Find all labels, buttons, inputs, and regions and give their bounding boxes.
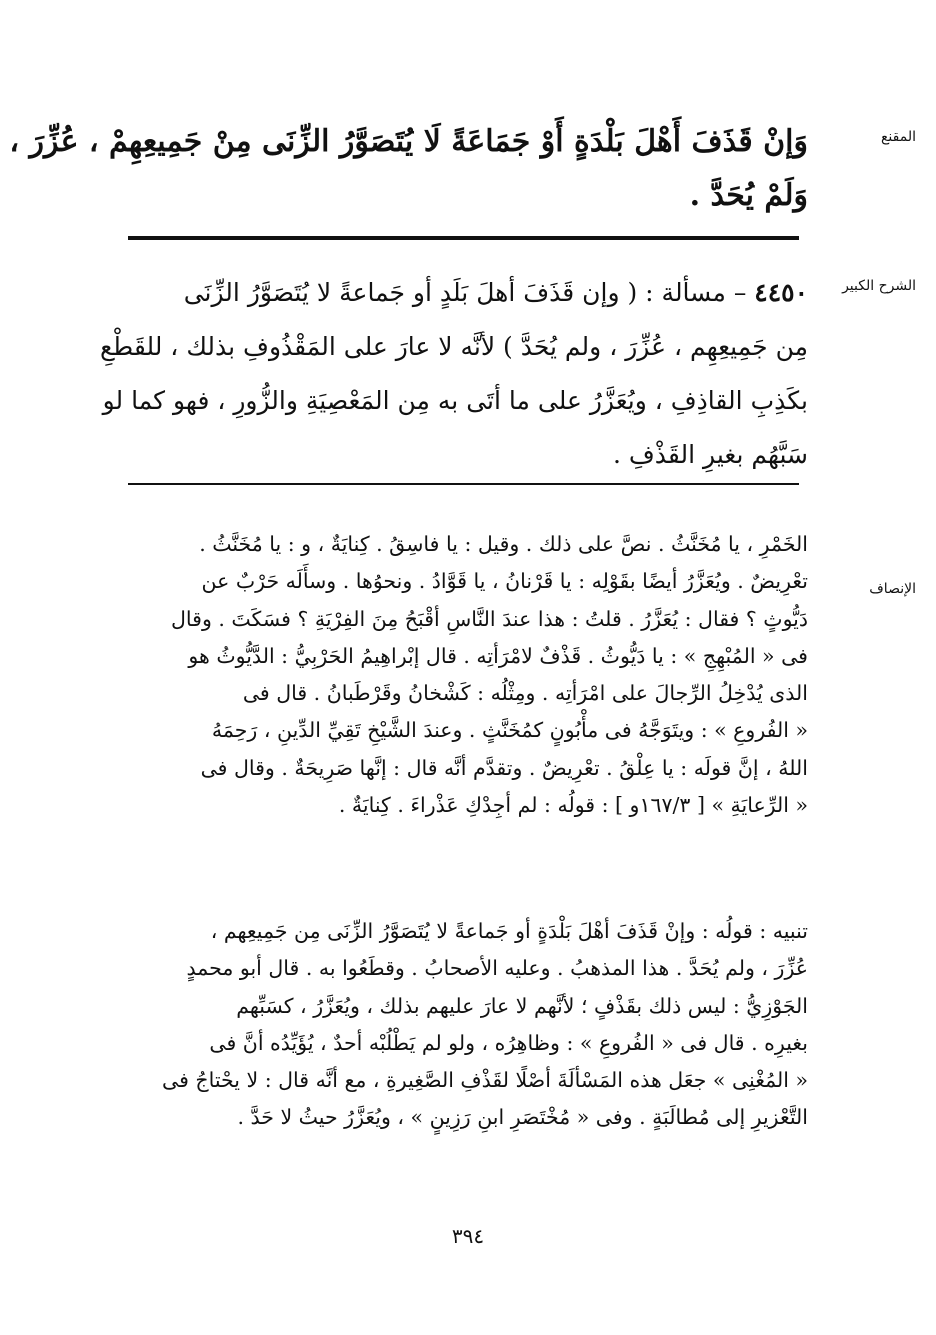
sharh-text <box>100 266 808 482</box>
sharh-line-3: بكَذِبِ القاذِفِ ، ويُعَزَّرُ على ما أتَى به مِن المَعْصِيَةِ والزُّورِ ، فهو كما لو <box>102 386 808 415</box>
muqni-line-1: وَإنْ قَذَفَ أَهْلَ بَلْدَةٍ أَوْ جَمَاعَةً لَا يُتَصَوَّرُ الزِّنَى مِنْ جَمِيعِهِمْ ، عُزِّرَ ، <box>9 124 808 159</box>
sharh-line-1 <box>118 266 808 320</box>
page-number: ٣٩٤ <box>451 1224 485 1248</box>
margin-label-insaf: الإنصاف <box>869 581 916 597</box>
insaf-p1-line-4: فى « المُبْهِجِ » : يا دَيُّوثُ . قَذْفٌ لامْرَأتِه . قال إبْراهِيمُ الحَرْبِيُّ : الدَّيُّوثُ هو <box>188 643 808 668</box>
insaf-p1-line-5: الذى يُدْخِلُ الرِّجالَ على امْرَأتِه . ومِثْلُه : كَشْخانُ وقَرْطَبانُ . قال فى <box>242 681 808 706</box>
insaf-p1-line-3: دَيُّوثٍ ؟ فقال : يُعَزَّرُ . قلتُ : هذا عندَ النَّاسِ أقْبَحُ مِنَ الفِرْيَةِ ؟ فسَكَتَ . وقال <box>171 606 808 631</box>
sharh-line-4: سَبَّهُم بغيرِ القَذْفِ . <box>612 440 808 469</box>
thin-divider <box>128 483 799 485</box>
insaf-p1-line-8: « الرِّعايَةِ » [ ١٦٧/٣و ] : قولُه : لم أجِدْكِ عَذْراءَ . كِنايَةٌ . <box>338 793 808 818</box>
margin-label-sharh: الشرح الكبير <box>842 278 916 294</box>
insaf-p2-line-3: الجَوْزِيُّ : ليس ذلك بقَذْفٍ ؛ لأنَّهم لا عارَ عليهم بذلك ، ويُعَزَّرُ ، كسَبِّهم <box>236 993 808 1018</box>
insaf-p2-line-6: التَّعْزيرِ إلى مُطالَبَةٍ . وفى « مُخْتَصَرِ ابنِ رَزِينٍ » ، ويُعَزَّرُ حيثُ لا حَدَّ . <box>237 1105 808 1130</box>
insaf-p2-line-1: تنبيه : قولُه : وإنْ قَذَفَ أهْلَ بَلْدَةٍ أو جَماعةً لا يُتَصَوَّرُ الزِّنَى مِن جَمِيعِهم ، <box>210 919 808 943</box>
insaf-p1-line-6: « الفُروعِ » : ويتَوَجَّهُ فى مأْبُونٍ كمُخَنَّثٍ . وعندَ الشَّيْخِ تَقِيِّ الدِّينِ ، رَحِمَهُ <box>211 718 808 743</box>
insaf-p1-line-1: الخَمْرِ ، يا مُخَنَّثُ . نصَّ على ذلك . وقيل : يا فاسِقُ . كِنايَةٌ ، و : يا مُخَنَّثُ . <box>199 532 808 556</box>
insaf-p1-line-7: اللهُ ، إنَّ قولَه : يا عِلْقُ . تعْرِيضٌ . وتقدَّم أنَّه قال : إنَّها صَرِيحَةٌ . وقال فى <box>200 755 808 780</box>
issue-number: ٤٤٥٠ <box>754 278 808 307</box>
insaf-p2-line-4: بغيرِه . قال فى « الفُروعِ » : وظاهِرُه ، ولو لم يَطْلُبْه أحدٌ ، يُؤَيِّدُه أنَّ فى <box>209 1030 808 1055</box>
muqni-text <box>9 115 808 223</box>
insaf-paragraph-2 <box>118 913 808 1137</box>
muqni-line-2: وَلَمْ يُحَدَّ . <box>689 178 808 213</box>
thick-divider <box>128 236 799 240</box>
insaf-p2-line-2: عُزِّرَ ، ولم يُحَدَّ . هذا المذهبُ . وعليه الأصحابُ . وقطَعُوا به . قال أبو محمدٍ <box>186 956 808 981</box>
insaf-p1-line-2: تعْرِيضٌ . ويُعَزَّرُ أيضًا بقَوْلِه : يا قَرْنانُ ، يا قَوَّادُ . ونحوُها . وسأَلَه حَرْبٌ عن <box>201 569 808 594</box>
margin-label-muqni: المقنع <box>880 129 916 145</box>
insaf-p2-line-5: « المُغْنِى » جعَل هذه المَسْألَةَ أصْلًا لقَذْفِ الصَّغِيرةِ ، مع أنَّه قال : لا يحْتاجُ فى <box>161 1068 808 1093</box>
sharh-line-2: مِن جَمِيعِهِم ، عُزِّرَ ، ولم يُحَدَّ ) لأنَّه لا عارَ على المَقْذُوفِ بذلك ، للقَطْعِ <box>100 332 808 361</box>
insaf-paragraph-1 <box>118 526 808 824</box>
sharh-line-1-text: – مسألة : ( وإن قَذَفَ أهلَ بَلَدٍ أو جَماعةً لا يُتَصَوَّرُ الزِّنَى <box>183 278 747 307</box>
